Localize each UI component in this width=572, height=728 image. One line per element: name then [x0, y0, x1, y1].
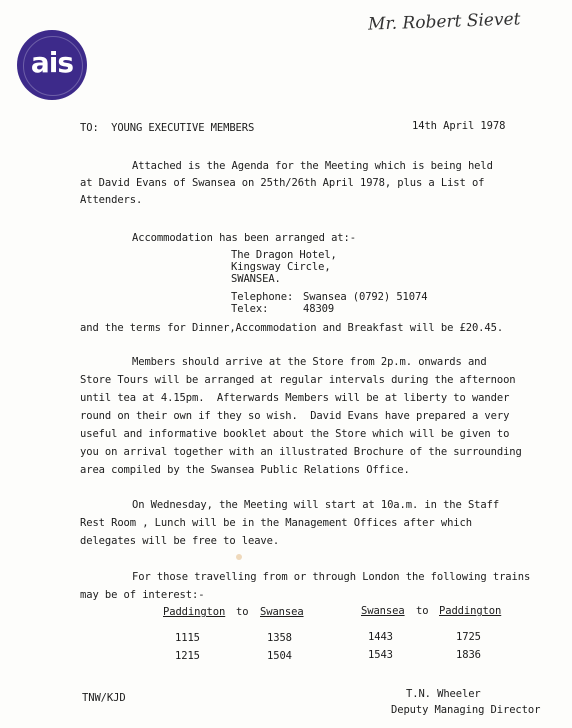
- timetable-cell: 1358: [267, 632, 292, 644]
- telex-value: 48309: [303, 303, 335, 315]
- timetable-cell: 1443: [368, 631, 393, 643]
- para2-line3: until tea at 4.15pm. Afterwards Members will be at liberty to wander: [80, 392, 510, 404]
- hotel-name: The Dragon Hotel,: [231, 249, 337, 261]
- timetable-cell: 1504: [267, 650, 292, 662]
- para1-line3: Attenders.: [80, 194, 143, 206]
- outbound-to-word: to: [236, 606, 249, 618]
- timetable-cell: 1836: [456, 649, 481, 661]
- recipient-line: TO: YOUNG EXECUTIVE MEMBERS: [80, 122, 255, 134]
- outbound-to-header: Swansea: [260, 606, 304, 618]
- timetable-cell: 1115: [175, 632, 200, 644]
- para1-line1: Attached is the Agenda for the Meeting which is being held: [132, 160, 493, 172]
- hotel-city: SWANSEA.: [231, 273, 281, 285]
- hotel-street: Kingsway Circle,: [231, 261, 331, 273]
- paper-stain: [236, 554, 242, 560]
- logo-text: ais: [30, 46, 74, 79]
- return-to-header: Paddington: [439, 605, 502, 617]
- telephone-value: Swansea (0792) 51074: [303, 291, 428, 303]
- trains-intro-line2: may be of interest:-: [80, 589, 205, 601]
- telex-label: Telex:: [231, 303, 269, 315]
- timetable-cell: 1215: [175, 650, 200, 662]
- handwritten-note: Mr. Robert Sievet: [367, 9, 521, 35]
- para2-line7: area compiled by the Swansea Public Relations Office.: [80, 464, 410, 476]
- outbound-from-header: Paddington: [163, 606, 226, 618]
- telephone-label: Telephone:: [231, 291, 294, 303]
- terms-line: and the terms for Dinner,Accommodation and Breakfast will be £20.45.: [80, 322, 504, 334]
- para2-line4: round on their own if they so wish. David Evans have prepared a very: [80, 410, 510, 422]
- accommodation-intro: Accommodation has been arranged at:-: [132, 232, 356, 244]
- para3-line1: On Wednesday, the Meeting will start at 10a.m. in the Staff: [132, 499, 500, 511]
- reference-code: TNW/KJD: [82, 692, 126, 704]
- para2-line1: Members should arrive at the Store from 2p.m. onwards and: [132, 356, 487, 368]
- letter-date: 14th April 1978: [412, 120, 506, 132]
- signatory-name: T.N. Wheeler: [406, 688, 481, 700]
- para2-line5: useful and informative booklet about the Store which will be given to: [80, 428, 510, 440]
- signatory-title: Deputy Managing Director: [391, 704, 541, 716]
- para1-line2: at David Evans of Swansea on 25th/26th April 1978, plus a List of: [80, 177, 485, 189]
- para2-line2: Store Tours will be arranged at regular intervals during the afternoon: [80, 374, 516, 386]
- para2-line6: you on arrival together with an illustrated Brochure of the surrounding: [80, 446, 522, 458]
- trains-intro-line1: For those travelling from or through London the following trains: [132, 571, 531, 583]
- timetable-cell: 1543: [368, 649, 393, 661]
- ais-logo: [17, 30, 87, 100]
- timetable-cell: 1725: [456, 631, 481, 643]
- return-from-header: Swansea: [361, 605, 405, 617]
- para3-line2: Rest Room , Lunch will be in the Management Offices after which: [80, 517, 472, 529]
- return-to-word: to: [416, 605, 429, 617]
- para3-line3: delegates will be free to leave.: [80, 535, 280, 547]
